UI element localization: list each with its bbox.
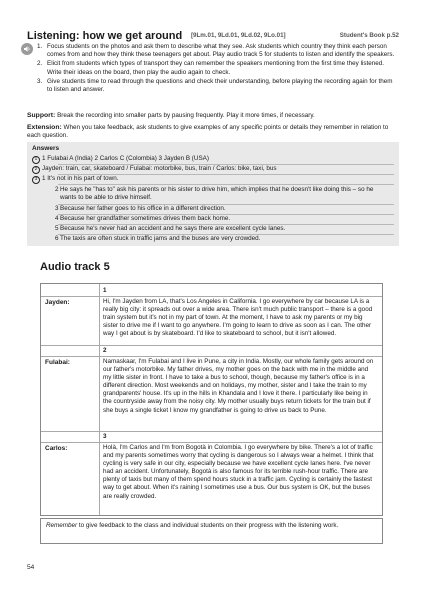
answer-2: 2 Jayden: train, car, skateboard / Fulabai: motorbike, bus, train / Carlos: bike, taxi, bus [32,165,277,174]
row-number: 3 [103,433,107,440]
row-number: 1 [103,287,107,294]
students-book-ref: Student's Book p.52 [339,32,399,39]
extension-note: Extension: When you take feedback, ask students to give examples of any specific points or details they remember in relation to each question. [27,124,389,140]
speaker-name: Carlos: [45,445,68,452]
answers-box [27,142,399,246]
column-divider [99,284,100,515]
divider [58,184,394,185]
circled-number: 1 [32,156,40,164]
circled-number: 3 [32,176,40,184]
answer-1: 1 1 Fulabai A (India) 2 Carlos C (Colombia) 3 Jayden B (USA) [32,155,209,164]
step-item: 2. Elicit from students which types of transport they can remember the speakers mentioning from the first time they listened. Write their ideas on the board, then play the audio again to check. [37,60,385,76]
section-title: Listening: how we get around [27,30,183,42]
answer-3-item: 3 Because her father goes to his office in a different direction. [55,205,226,212]
speech-text: Namaskaar, I'm Fulabai and I live in Pune, a city in India. Mostly, our whole family gets around on our father's motorbike. My father drives, my mother goes on the back with me in the middle and my little sister in front. I have to take a bus to school, though, because my father's office is in a different direction. Most weekends and on holidays, my mother, sister and I take the train to my grandparents' house. It's up in the hills in Khandala and I love it there. I particularly like being in the countryside away from the noisy city. My mother usually buys return tickets for the train but if she buys a single ticket I know my grandfather is going to drive us back to Pune. [103,358,374,414]
answer-3-item: 2 He says he "has to" ask his parents or his sister to drive him, which implies that he doesn't like doing this – so he wants to be able to drive himself. [55,186,374,202]
curriculum-codes: [9Lm.01, 9Ld.01, 9Ld.02, 9Lo.01] [191,32,286,39]
speech-text: Holà, I'm Carlos and I'm from Bogotà in Colombia. I go everywhere by bike. There's a lot of traffic and my parents sometimes worry that cycling is dangerous so I always wear a helmet. I think that cycling is very safe in our city, especially because we have excellent cycle lanes here. I've never had an accident. Unfortunately, Bogotà is also famous for its terrible rush-hour traffic. There are plenty of taxis but many of them spend hours stuck in a traffic jam. Cycling is certainly the fastest way to get about. When it's raining I sometimes use a bus. Our bus system is OK, but the buses are really crowded. [103,444,374,500]
row-divider [41,345,382,346]
transcript-table [40,283,383,516]
row-divider [41,442,382,443]
answers-heading: Answers [32,145,60,152]
audio-track-title: Audio track 5 [40,261,110,273]
circled-number: 2 [32,166,40,174]
procedure-steps [37,43,399,95]
answer-3-item: 5 Because he's never had an accident and he says there are excellent cycle lanes. [55,225,286,232]
row-divider [41,431,382,432]
speaker-name: Fulabai: [45,359,70,366]
page-number: 54 [27,564,35,571]
support-note: Support: Break the recording into smaller parts by pausing frequently. Play it more times, if necessary. [27,112,315,119]
step-item: 3. Give students time to read through the questions and check their understanding, before playing the recording again for them to listen and answer. [37,77,393,94]
audio-speaker-icon[interactable] [21,43,33,55]
row-divider [41,356,382,357]
answer-3-item: 6 The taxis are often stuck in traffic jams and the buses are very crowded. [55,235,261,242]
speaker-name: Jayden: [45,299,70,306]
section-header [27,30,399,44]
step-item: 1. Focus students on the photos and ask them to describe what they see. Ask students which country they think each person comes from and how they think these teenagers get about. Play audio track 5 for students to listen and identify the speakers. [37,43,395,59]
answer-3: 3 1 It's not in his part of town. [32,175,118,184]
remember-note: Remember to give feedback to the class and individual students on their progress with the listening work. [40,518,383,544]
speech-text: Hi, I'm Jayden from LA, that's Los Angeles in California. I go everywhere by car because LA is a really big city: it spreads out over a wide area. There isn't much public transport – there is a good train system but it's not in my part of town. At the moment, I have to ask my parents or my big sister to drive me if I want to go anywhere. I'm going to learn to drive as soon as I can. The other way I get about is by skateboard. I'd like to skateboard to school, but it isn't allowed. [103,298,373,338]
row-divider [41,296,382,297]
row-number: 2 [103,347,107,354]
answer-3-item: 4 Because her grandfather sometimes drives them back home. [55,215,231,222]
